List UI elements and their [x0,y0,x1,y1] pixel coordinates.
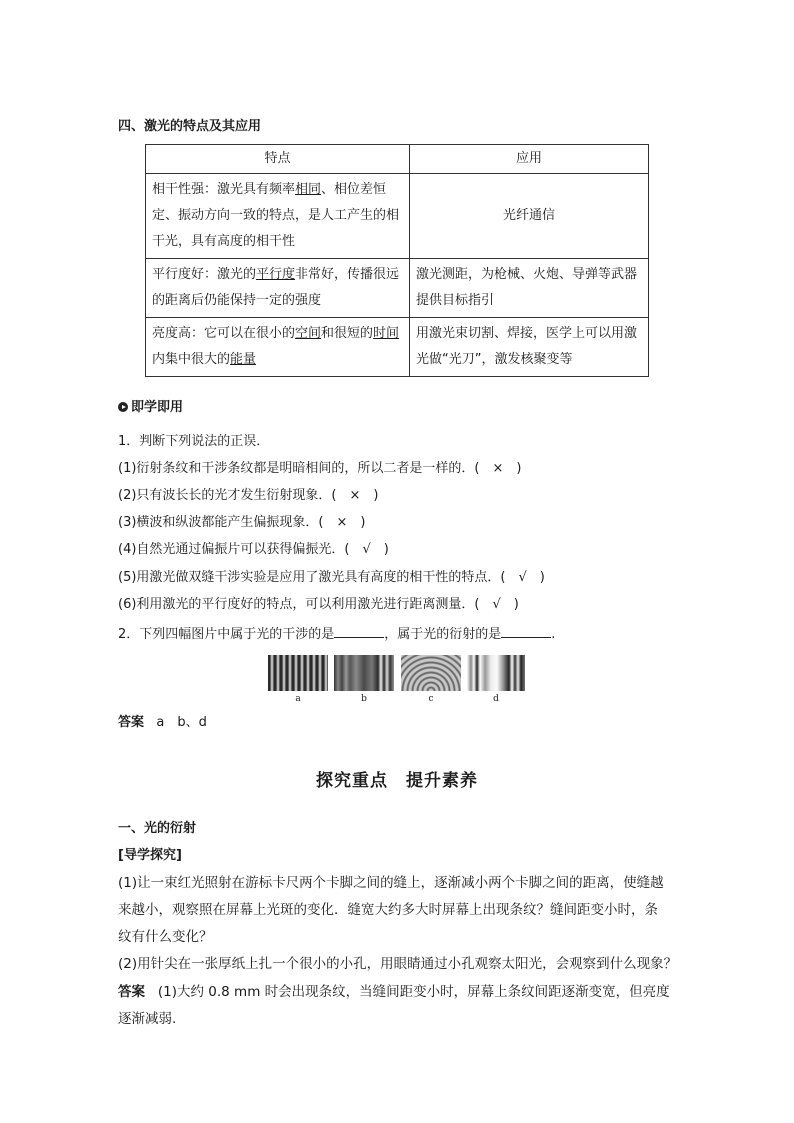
play-circle-icon [118,402,128,412]
body-line: 纹有什么变化？ [118,929,213,945]
question-2 [118,624,555,644]
feature-cell [146,318,410,377]
section-heading: 探究重点 提升素养 [316,771,478,791]
table-row [146,259,649,318]
application-cell: 用激光束切割、焊接，医学上可以用激光做“光刀”，激发核聚变等 [410,318,649,377]
underlined-keyword: 能量 [230,352,257,367]
feature-text: 相干性强：激光具有频率 [152,182,296,197]
question-2-text: ，属于光的衍射的是 [384,627,502,642]
feature-text: 和很短的 [321,326,374,341]
answer-label: 答案 [118,715,145,730]
judgement-item: (3)横波和纵波都能产生偏振现象．( × ) [118,515,366,530]
body-line: (1)让一束红光照射在游标卡尺两个卡脚之间的缝上，逐渐减小两个卡脚之间的距离，使缝越 [118,875,664,891]
table-header-application: 应用 [410,145,649,174]
table-row [146,174,649,259]
judgement-item: (1)衍射条纹和干涉条纹都是明暗相间的，所以二者是一样的．( × ) [118,461,522,476]
answer-line [118,983,670,1001]
practice-heading [118,399,183,417]
body-line: (2)用针尖在一张厚纸上扎一个很小的小孔，用眼睛通过小孔观察太阳光，会观察到什么现象？ [118,956,678,972]
application-cell: 光纤通信 [410,174,649,259]
question-2-text: . [551,627,556,642]
feature-text: 内集中很大的 [152,352,231,367]
answer-blank[interactable] [501,624,551,638]
judgement-item: (6)利用激光的平行度好的特点，可以利用激光进行距离测量．( √ ) [118,597,519,612]
judgement-item: (4)自然光通过偏振片可以获得偏振光．( √ ) [118,542,389,557]
laser-features-table [145,144,649,377]
underlined-keyword: 平行度 [256,267,296,282]
ripple-interference-image-c [401,655,461,691]
answer-text: 逐渐减弱. [118,1011,177,1027]
feature-text: 亮度高：它可以在很小的 [152,326,296,341]
image-label: d [493,694,499,704]
answer-text: a b、d [156,715,207,730]
body-line: 来越小，观察照在屏幕上光斑的变化．缝宽大约多大时屏幕上出现条纹？缝间距变小时，条 [118,902,658,918]
feature-cell [146,259,410,318]
underlined-keyword: 相同 [295,182,322,197]
single-slit-diffraction-image-d [467,655,525,691]
judgement-item: (5)用激光做双缝干涉实验是应用了激光具有高度的相干性的特点．( √ ) [118,570,545,585]
guide-heading: [导学探究] [118,848,182,863]
part-title: 一、光的衍射 [118,821,197,836]
image-label: c [428,694,434,704]
application-cell: 激光测距，为枪械、火炮、导弹等武器提供目标指引 [410,259,649,318]
image-label: b [361,694,367,704]
question-2-text: 2．下列四幅图片中属于光的干涉的是 [118,627,335,642]
interference-fringe-image-a [268,655,328,691]
table-row [146,318,649,377]
image-label: a [295,694,301,704]
underlined-keyword: 时间 [373,326,400,341]
underlined-keyword: 空间 [295,326,322,341]
diffraction-fringe-image-b [334,655,394,691]
question-1-title: 1．判断下列说法的正误． [118,434,270,449]
section-title: 四、激光的特点及其应用 [118,119,262,134]
answer-blank[interactable] [334,624,384,638]
answer-label: 答案 [118,984,145,1000]
judgement-item: (2)只有波长长的光才发生衍射现象．( × ) [118,488,379,503]
table-header-row [146,145,649,174]
practice-heading-text: 即学即用 [131,400,184,415]
feature-text: 、相位差恒定、振动方向一致的特点，是人工产生的相干光，具有高度的相干性 [152,182,400,249]
answer-text: (1)大约 0.8 mm 时会出现条纹，当缝间距变小时，屏幕上条纹间距逐渐变宽，但亮度 [157,984,670,1000]
answer-line [118,714,207,732]
feature-text: 非常好，传播很远的距离后仍能保持一定的强度 [152,267,400,308]
feature-cell [146,174,410,259]
feature-text: 平行度好：激光的 [152,267,257,282]
table-header-feature: 特点 [146,145,410,174]
